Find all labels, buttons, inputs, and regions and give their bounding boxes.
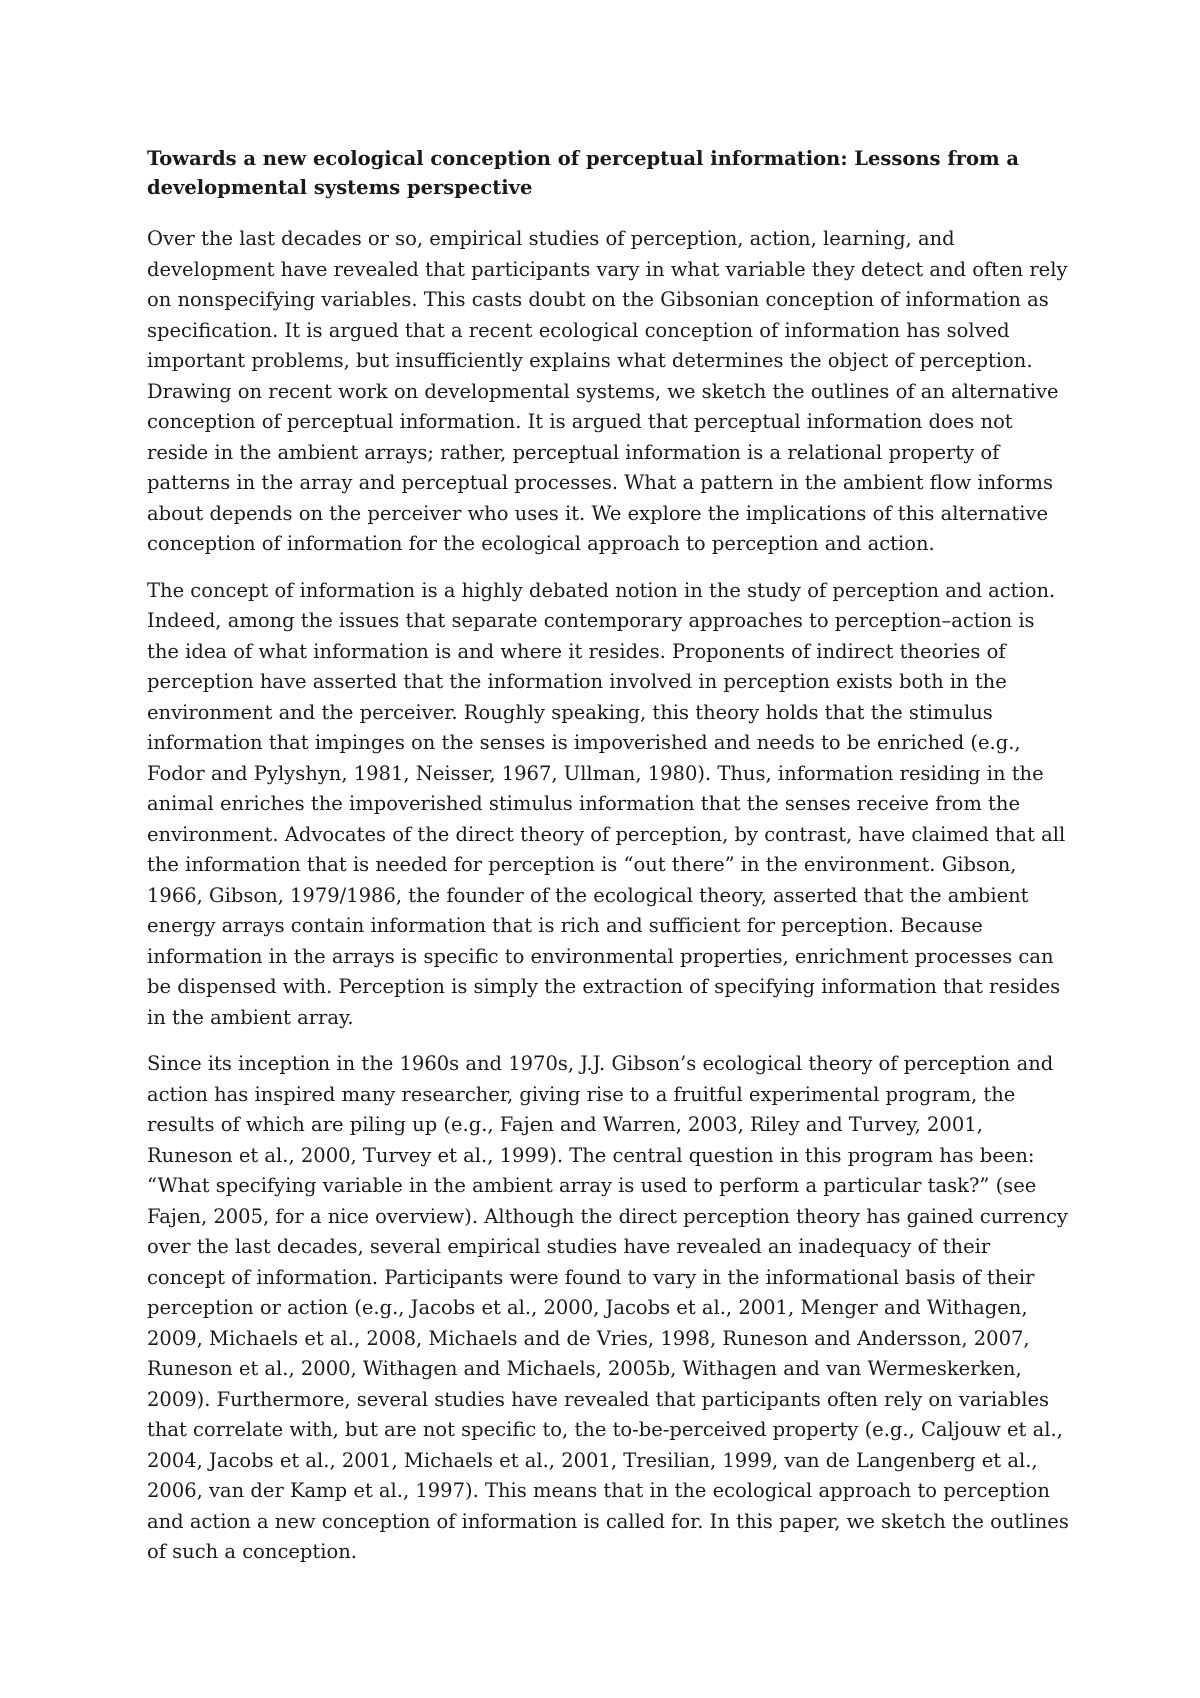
body-paragraph: The concept of information is a highly debated notion in the study of perception and action. Indeed, among the issues that separate contemporary approaches to perception–action is the idea of what information is and where it resides. Proponents of indirect theories of perception have asserted that the information involved in perception exists both in the environment and the perceiver. Roughly speaking, this theory holds that the stimulus information that impinges on the senses is impoverished and needs to be enriched (e.g., Fodor and Pylyshyn, 1981, Neisser, 1967, Ullman, 1980). Thus, information residing in the animal enriches the impoverished stimulus information that the senses receive from the environment. Advocates of the direct theory of perception, by contrast, have claimed that all the information that is needed for perception is “out there” in the environment. Gibson, 1966, Gibson, 1979/1986, the founder of the ecological theory, asserted that the ambient energy arrays contain information that is rich and sufficient for perception. Because information in the arrays is specific to environmental properties, enrichment processes can be dispensed with. Perception is simply the extraction of specifying information that resides in the ambient array. [147, 578, 1066, 1029]
abstract-paragraph: Over the last decades or so, empirical studies of perception, action, learning, and development have revealed that participants vary in what variable they detect and often rely on nonspecifying variables. This casts doubt on the Gibsonian conception of information as specification. It is argued that a recent ecological conception of information has solved important problems, but insufficiently explains what determines the object of perception. Drawing on recent work on developmental systems, we sketch the outlines of an alternative conception of perceptual information. It is argued that perceptual information does not reside in the ambient arrays; rather, perceptual information is a relational property of patterns in the array and perceptual processes. What a pattern in the ambient flow informs about depends on the perceiver who uses it. We explore the implications of this alternative conception of information for the ecological approach to perception and action. [147, 227, 1068, 555]
document-body [147, 144, 1069, 1584]
document-title: Towards a new ecological conception of perceptual information: Lessons from a developmental systems perspective [147, 147, 1020, 199]
body-paragraph: Since its inception in the 1960s and 1970s, J.J. Gibson’s ecological theory of perception and action has inspired many researcher, giving rise to a fruitful experimental program, the results of which are piling up (e.g., Fajen and Warren, 2003, Riley and Turvey, 2001, Runeson et al., 2000, Turvey et al., 1999). The central question in this program has been: “What specifying variable in the ambient array is used to perform a particular task?” (see Fajen, 2005, for a nice overview). Although the direct perception theory has gained currency over the last decades, several empirical studies have revealed an inadequacy of their concept of information. Participants were found to vary in the informational basis of their perception or action (e.g., Jacobs et al., 2000, Jacobs et al., 2001, Menger and Withagen, 2009, Michaels et al., 2008, Michaels and de Vries, 1998, Runeson and Andersson, 2007, Runeson et al., 2000, Withagen and Michaels, 2005b, Withagen and van Wermeskerken, 2009). Furthermore, several studies have revealed that participants often rely on variables that correlate with, but are not specific to, the to-be-perceived property (e.g., Caljouw et al., 2004, Jacobs et al., 2001, Michaels et al., 2001, Tresilian, 1999, van de Langenberg et al., 2006, van der Kamp et al., 1997). This means that in the ecological approach to perception and action a new conception of information is called for. In this paper, we sketch the outlines of such a conception. [147, 1052, 1069, 1563]
